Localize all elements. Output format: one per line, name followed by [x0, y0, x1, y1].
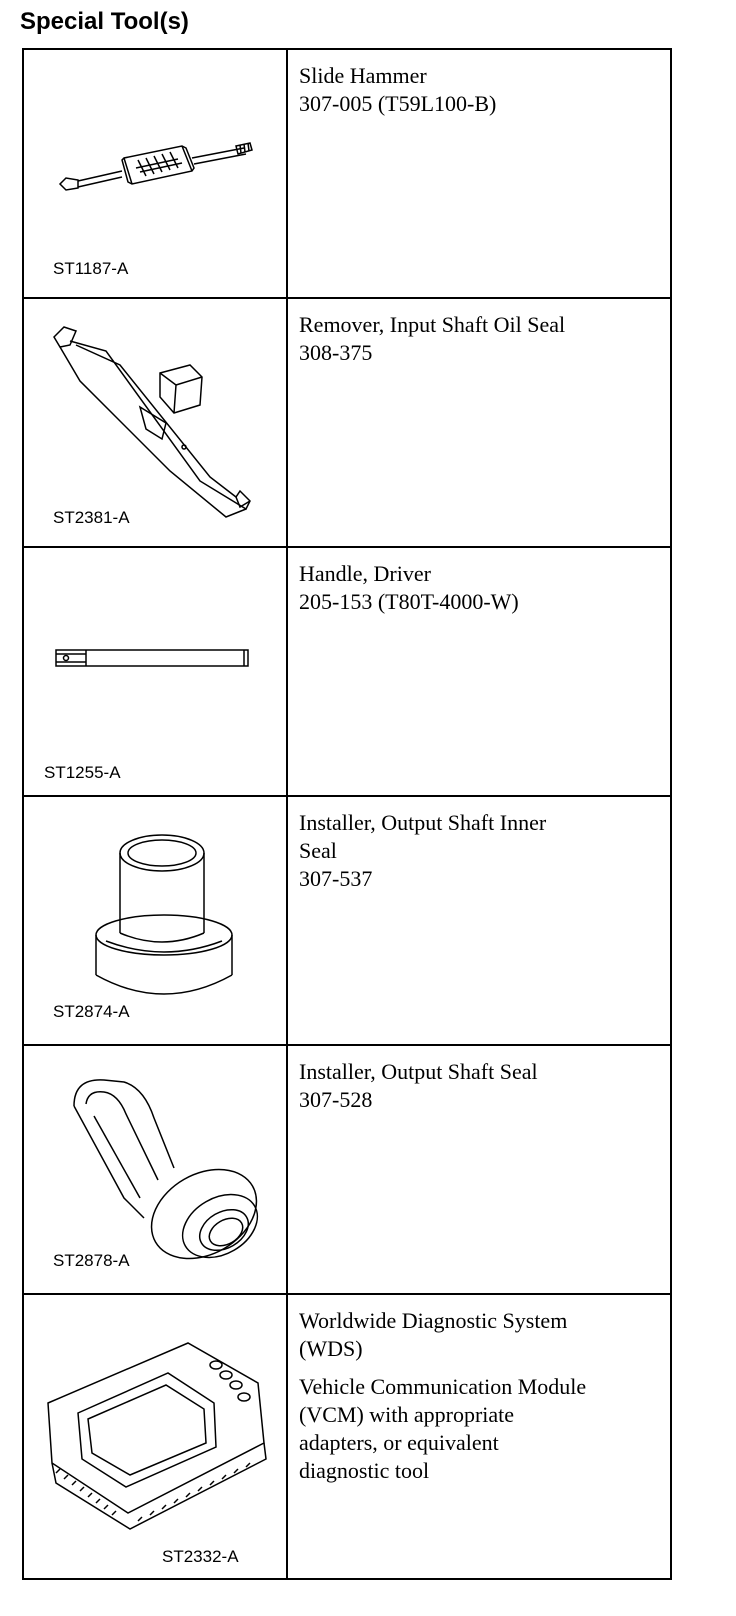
tool-illustration-cell [23, 796, 287, 1045]
tool-alt-description: adapters, or equivalent [299, 1430, 499, 1455]
tool-name: Installer, Output Shaft Inner [299, 810, 547, 835]
tool-row [23, 49, 671, 298]
driver-handle-icon [52, 644, 252, 674]
page-heading: Special Tool(s) [20, 8, 189, 35]
tool-description-cell [287, 298, 671, 547]
output-seal-installer-icon [64, 1068, 264, 1268]
tool-number: 307-005 (T59L100-B) [299, 91, 497, 116]
tool-name-cont: Seal [299, 838, 337, 863]
tool-row [23, 547, 671, 796]
tool-name: Handle, Driver [299, 561, 431, 586]
diagnostic-system-icon [38, 1323, 278, 1533]
tool-description-cell [287, 1294, 671, 1579]
tool-name: Installer, Output Shaft Seal [299, 1059, 538, 1084]
inner-seal-installer-icon [84, 823, 244, 1003]
tool-illustration-cell [23, 547, 287, 796]
tool-name: Slide Hammer [299, 63, 427, 88]
tool-name: Worldwide Diagnostic System [299, 1308, 568, 1333]
tool-row [23, 796, 671, 1045]
tool-description-cell [287, 49, 671, 298]
tool-alt-description: Vehicle Communication Module [299, 1374, 587, 1399]
tool-name-cont: (WDS) [299, 1336, 363, 1361]
tool-illustration-cell [23, 1045, 287, 1294]
illustration-code: ST1255-A [44, 763, 121, 782]
illustration-code: ST2332-A [162, 1547, 239, 1566]
tool-description-cell [287, 796, 671, 1045]
tool-row [23, 1294, 671, 1579]
slide-hammer-icon [54, 138, 254, 208]
tool-description-cell [287, 1045, 671, 1294]
tool-illustration-cell [23, 49, 287, 298]
illustration-code: ST2874-A [53, 1002, 130, 1021]
tool-number: 205-153 (T80T-4000-W) [299, 589, 519, 614]
tool-number: 307-537 [299, 866, 373, 891]
tool-illustration-cell [23, 1294, 287, 1579]
illustration-code: ST2878-A [53, 1251, 130, 1270]
tool-alt-description: (VCM) with appropriate [299, 1402, 515, 1427]
special-tools-table [22, 48, 672, 1580]
tool-illustration-cell [23, 298, 287, 547]
tool-row [23, 298, 671, 547]
tool-number: 308-375 [299, 340, 373, 365]
illustration-code: ST1187-A [53, 259, 129, 278]
tool-description-cell [287, 547, 671, 796]
tool-name: Remover, Input Shaft Oil Seal [299, 312, 566, 337]
seal-remover-icon [50, 321, 270, 521]
tool-alt-description: diagnostic tool [299, 1458, 430, 1483]
illustration-code: ST2381-A [53, 508, 130, 527]
tool-number: 307-528 [299, 1087, 373, 1112]
tool-row [23, 1045, 671, 1294]
